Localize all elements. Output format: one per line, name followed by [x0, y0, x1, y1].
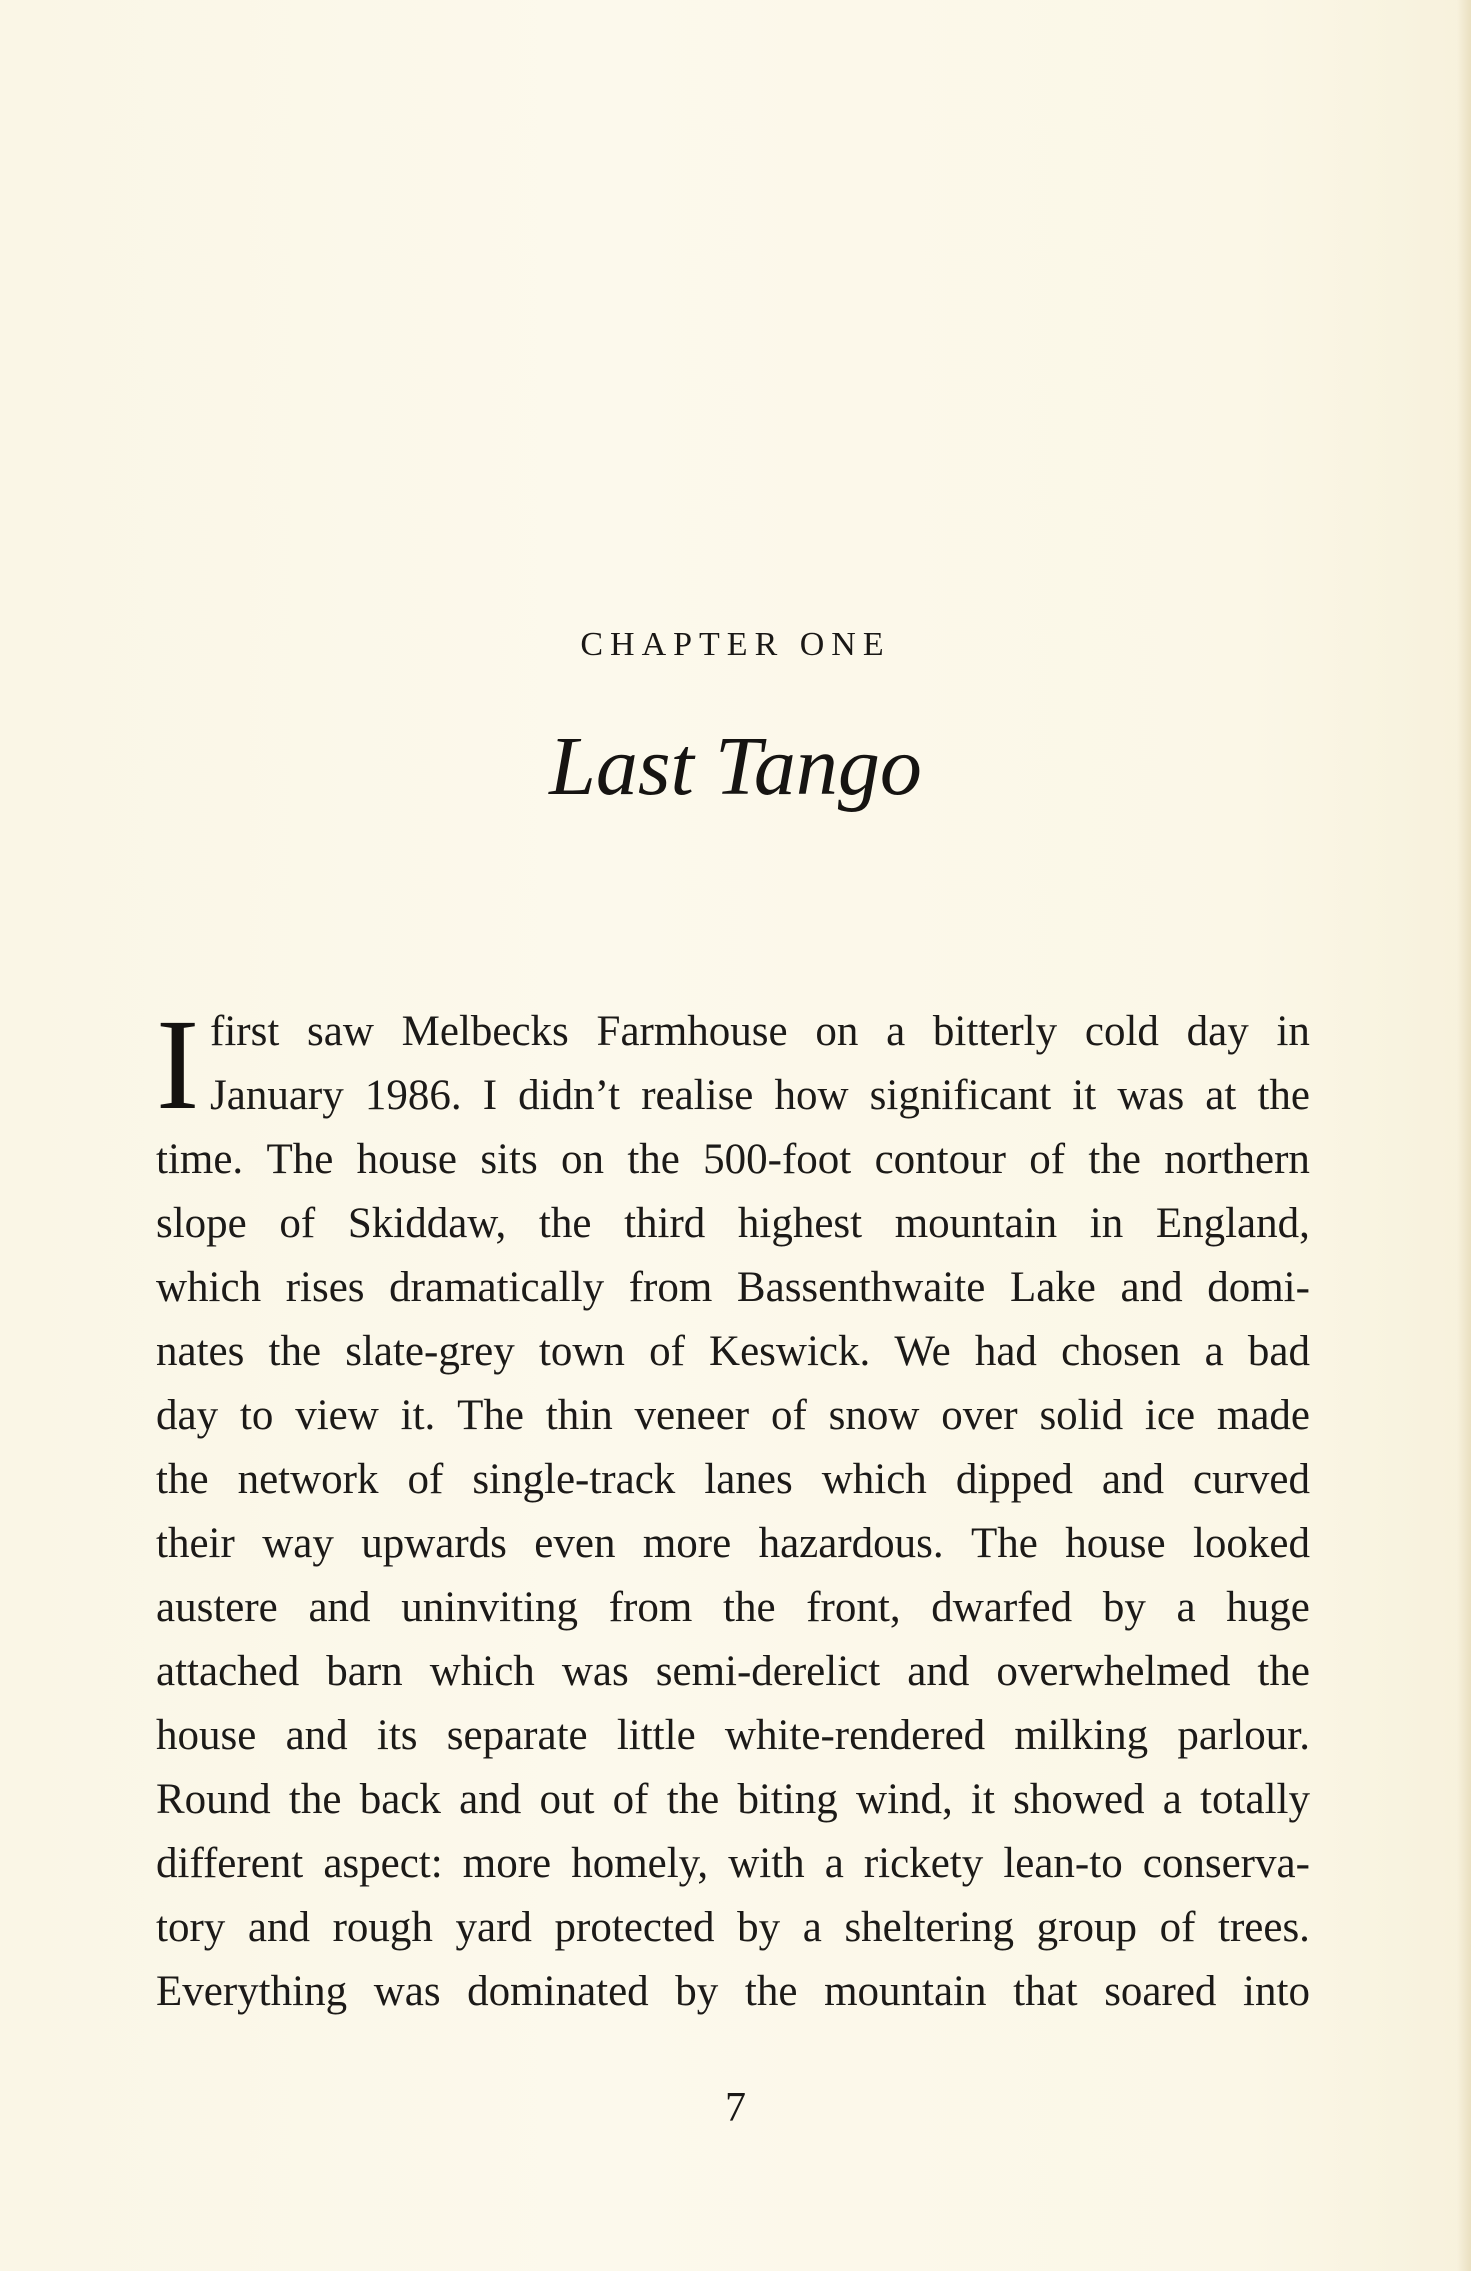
word: slate-grey: [345, 1328, 515, 1375]
word: slope: [156, 1200, 247, 1247]
text-line: [156, 1768, 1310, 1832]
word: homely,: [571, 1840, 709, 1887]
word: which: [156, 1264, 262, 1311]
word: way: [262, 1520, 334, 1567]
word: milking: [1014, 1712, 1149, 1759]
word: that: [1013, 1968, 1078, 2015]
word: trees.: [1218, 1904, 1310, 1951]
word: cold: [1084, 1008, 1159, 1055]
word: January: [210, 1072, 344, 1119]
text-line: [156, 1320, 1310, 1384]
word: the: [538, 1200, 592, 1247]
word: by: [675, 1968, 719, 2015]
word: austere: [156, 1584, 278, 1631]
word: of: [279, 1200, 316, 1247]
word: contour: [874, 1136, 1006, 1183]
word: its: [376, 1712, 418, 1759]
word: protected: [554, 1904, 715, 1951]
page-edge-shadow: [1457, 0, 1471, 2271]
word: England,: [1155, 1200, 1310, 1247]
word: The: [971, 1520, 1038, 1567]
word: sheltering: [844, 1904, 1015, 1951]
word: We: [894, 1328, 951, 1375]
word: the: [1257, 1072, 1310, 1119]
word: from: [628, 1264, 713, 1311]
text-line: [156, 1256, 1310, 1320]
word: a: [1176, 1584, 1196, 1631]
text-line: [156, 1704, 1310, 1768]
word: the: [744, 1968, 798, 2015]
word: totally: [1200, 1776, 1310, 1823]
word: 500-foot: [703, 1136, 852, 1183]
word: the: [627, 1136, 680, 1183]
word: by: [737, 1904, 781, 1951]
word: house: [1065, 1520, 1166, 1567]
word: Round: [156, 1776, 271, 1823]
word: sits: [480, 1136, 538, 1183]
word: Everything: [156, 1968, 348, 2015]
word: of: [770, 1392, 807, 1439]
word: conserva-: [1142, 1840, 1310, 1887]
text-line: [156, 1896, 1310, 1960]
word: separate: [446, 1712, 588, 1759]
word: the: [723, 1584, 776, 1631]
word: Melbecks: [401, 1008, 569, 1055]
word: which: [821, 1456, 927, 1503]
text-line: [156, 1192, 1310, 1256]
word: significant: [869, 1072, 1052, 1119]
word: it: [971, 1776, 995, 1823]
text-line: [156, 1832, 1310, 1896]
word: mountain: [894, 1200, 1058, 1247]
word: northern: [1164, 1136, 1310, 1183]
text-line: [156, 1384, 1310, 1448]
word: Keswick.: [709, 1328, 871, 1375]
word: the: [288, 1776, 342, 1823]
word: nates: [156, 1328, 245, 1375]
word: Skiddaw,: [347, 1200, 507, 1247]
word: a: [1162, 1776, 1182, 1823]
word: dipped: [955, 1456, 1073, 1503]
word: by: [1102, 1584, 1146, 1631]
word: day: [156, 1392, 219, 1439]
word: of: [612, 1776, 649, 1823]
word: into: [1243, 1968, 1310, 2015]
text-line: [156, 1960, 1310, 2024]
word: dwarfed: [931, 1584, 1073, 1631]
word: solid: [1039, 1392, 1124, 1439]
word: uninviting: [401, 1584, 579, 1631]
word: Lake: [1009, 1264, 1096, 1311]
word: veneer: [634, 1392, 750, 1439]
word: The: [457, 1392, 524, 1439]
word: even: [534, 1520, 616, 1567]
word: with: [728, 1840, 805, 1887]
word: on: [815, 1008, 859, 1055]
word: biting: [737, 1776, 838, 1823]
word: barn: [326, 1648, 403, 1695]
word: 1986.: [364, 1072, 462, 1119]
word: out: [539, 1776, 595, 1823]
word: of: [407, 1456, 444, 1503]
word: thin: [545, 1392, 613, 1439]
word: overwhelmed: [996, 1648, 1231, 1695]
word: aspect:: [323, 1840, 443, 1887]
word: of: [1029, 1136, 1066, 1183]
word: more: [462, 1840, 552, 1887]
word: didn’t: [518, 1072, 621, 1119]
chapter-label: CHAPTER ONE: [580, 626, 891, 663]
word: bitterly: [932, 1008, 1058, 1055]
word: on: [561, 1136, 604, 1183]
word: third: [624, 1200, 706, 1247]
word: back: [359, 1776, 441, 1823]
word: The: [266, 1136, 334, 1183]
word: to: [239, 1392, 274, 1439]
word: from: [608, 1584, 693, 1631]
word: chosen: [1061, 1328, 1181, 1375]
word: the: [1257, 1648, 1310, 1695]
word: was: [1117, 1072, 1185, 1119]
word: group: [1036, 1904, 1137, 1951]
word: and: [308, 1584, 371, 1631]
word: and: [459, 1776, 522, 1823]
text-line: [156, 1640, 1310, 1704]
word: Bassenthwaite: [736, 1264, 986, 1311]
word: rickety: [863, 1840, 984, 1887]
word: and: [1120, 1264, 1183, 1311]
word: house: [156, 1712, 257, 1759]
word: the: [156, 1456, 209, 1503]
drop-cap: I: [156, 993, 200, 1137]
word: front,: [806, 1584, 901, 1631]
word: town: [538, 1328, 625, 1375]
word: dominated: [467, 1968, 649, 2015]
text-line: [156, 1512, 1310, 1576]
word: snow: [828, 1392, 920, 1439]
word: at: [1205, 1072, 1237, 1119]
text-line: [156, 1448, 1310, 1512]
chapter-title: Last Tango: [549, 720, 922, 813]
word: rough: [332, 1904, 433, 1951]
word: parlour.: [1177, 1712, 1310, 1759]
word: it: [1072, 1072, 1097, 1119]
word: more: [642, 1520, 732, 1567]
word: lean-to: [1003, 1840, 1123, 1887]
word: rises: [285, 1264, 365, 1311]
word: semi-derelict: [655, 1648, 881, 1695]
word: network: [237, 1456, 379, 1503]
word: saw: [307, 1008, 374, 1055]
word: time.: [156, 1136, 244, 1183]
word: how: [774, 1072, 849, 1119]
word: a: [1204, 1328, 1224, 1375]
word: Farmhouse: [596, 1008, 788, 1055]
text-line: [156, 1128, 1310, 1192]
word: lanes: [704, 1456, 793, 1503]
word: the: [1088, 1136, 1141, 1183]
word: soared: [1104, 1968, 1217, 2015]
word: a: [824, 1840, 844, 1887]
page-number: 7: [725, 2085, 746, 2131]
body-lines: [156, 993, 1310, 2024]
word: and: [1101, 1456, 1164, 1503]
word: a: [802, 1904, 822, 1951]
word: bad: [1247, 1328, 1310, 1375]
word: was: [561, 1648, 629, 1695]
word: looked: [1192, 1520, 1310, 1567]
word: the: [666, 1776, 720, 1823]
word: dramatically: [389, 1264, 605, 1311]
word: it.: [400, 1392, 436, 1439]
word: which: [429, 1648, 535, 1695]
word: in: [1089, 1200, 1124, 1247]
word: and: [247, 1904, 310, 1951]
word: attached: [156, 1648, 300, 1695]
word: and: [285, 1712, 348, 1759]
word: had: [974, 1328, 1037, 1375]
word: the: [268, 1328, 322, 1375]
word: upwards: [361, 1520, 507, 1567]
word: white-rendered: [724, 1712, 986, 1759]
word: was: [373, 1968, 441, 2015]
word: view: [295, 1392, 379, 1439]
chapter-body: [156, 993, 1310, 2024]
word: over: [941, 1392, 1018, 1439]
word: hazardous.: [758, 1520, 944, 1567]
word: their: [156, 1520, 235, 1567]
text-line: [156, 1064, 1310, 1128]
word: yard: [455, 1904, 532, 1951]
word: day: [1186, 1008, 1249, 1055]
word: domi-: [1207, 1264, 1310, 1311]
word: huge: [1226, 1584, 1310, 1631]
word: little: [616, 1712, 696, 1759]
word: realise: [641, 1072, 754, 1119]
word: highest: [737, 1200, 863, 1247]
word: I: [482, 1072, 498, 1119]
word: wind,: [856, 1776, 953, 1823]
word: curved: [1192, 1456, 1310, 1503]
text-line: [156, 1000, 1310, 1064]
word: a: [886, 1008, 906, 1055]
word: and: [907, 1648, 970, 1695]
word: ice: [1144, 1392, 1196, 1439]
word: showed: [1013, 1776, 1145, 1823]
word: tory: [156, 1904, 226, 1951]
word: different: [156, 1840, 304, 1887]
text-line: [156, 1576, 1310, 1640]
word: in: [1276, 1008, 1310, 1055]
word: of: [1159, 1904, 1196, 1951]
word: house: [356, 1136, 457, 1183]
word: single-track: [472, 1456, 676, 1503]
word: made: [1216, 1392, 1310, 1439]
word: of: [649, 1328, 685, 1375]
word: mountain: [824, 1968, 987, 2015]
word: first: [210, 1008, 280, 1055]
